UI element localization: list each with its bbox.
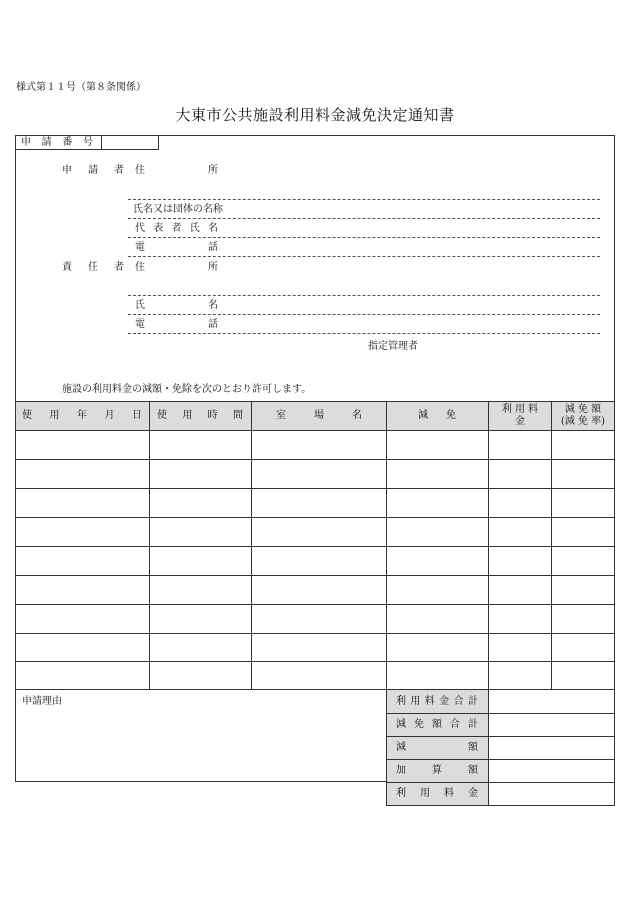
reason-label: 申請理由 (22, 696, 62, 707)
application-number-label: 申 請 番 号 (21, 136, 93, 148)
table-row-line (15, 633, 615, 634)
header-reduction: 減 免 (418, 410, 456, 421)
designated-manager-label: 指定管理者 (368, 341, 418, 352)
responsible-phone-line[interactable] (128, 333, 600, 334)
responsible-phone-label: 電 話 (135, 319, 218, 330)
responsible-name-label: 氏 名 (135, 300, 218, 311)
reason-box[interactable] (15, 689, 387, 782)
final-fee-label: 利 用 料 金 (396, 788, 478, 799)
applicant-representative-line[interactable] (128, 237, 600, 238)
applicant-representative-label: 代 表 者 氏 名 (135, 223, 218, 234)
applicant-address-label: 住 所 (135, 165, 218, 176)
header-usage-time: 使 用 時 間 (157, 410, 243, 421)
responsible-role: 責 任 者 (62, 262, 124, 273)
total-fee-label: 利 用 料 金 合 計 (396, 695, 478, 707)
table-row-line (15, 517, 615, 518)
table-header-bottom-line (15, 430, 615, 431)
total-reduction-label: 減 免 額 合 計 (396, 719, 478, 730)
applicant-org-name-line[interactable] (128, 218, 600, 219)
header-reduction-amount: 減 免 額 (減 免 率) (560, 404, 606, 427)
header-room-name: 室 場 名 (276, 410, 362, 421)
applicant-phone-label: 電 話 (135, 242, 218, 253)
surcharge-amount-label: 加 算 額 (396, 765, 478, 776)
reduced-amount-label: 減 額 (396, 742, 478, 753)
applicant-phone-line[interactable] (128, 256, 600, 257)
table-row-line (15, 604, 615, 605)
table-row-line (15, 661, 615, 662)
applicant-org-name-label: 氏名又は団体の名称 (133, 204, 223, 215)
application-number-field[interactable] (101, 135, 159, 150)
header-fee: 利 用 料 金 (501, 404, 539, 427)
table-row-line (15, 459, 615, 460)
totals-col-line (488, 689, 489, 806)
table-row-line (15, 575, 615, 576)
responsible-address-label: 住 所 (135, 262, 218, 273)
responsible-name-line[interactable] (128, 314, 600, 315)
permission-text: 施設の利用料金の減額・免除を次のとおり許可します。 (62, 384, 312, 395)
table-row-line (15, 546, 615, 547)
applicant-role: 申 請 者 (62, 165, 124, 176)
responsible-address-line[interactable] (128, 295, 600, 296)
form-number: 様式第１１号（第８条関係） (16, 82, 146, 93)
header-usage-date: 使 用 年 月 日 (22, 410, 142, 421)
table-row-line (15, 488, 615, 489)
page-title: 大東市公共施設利用料金減免決定通知書 (175, 106, 455, 124)
applicant-address-line[interactable] (128, 199, 600, 200)
